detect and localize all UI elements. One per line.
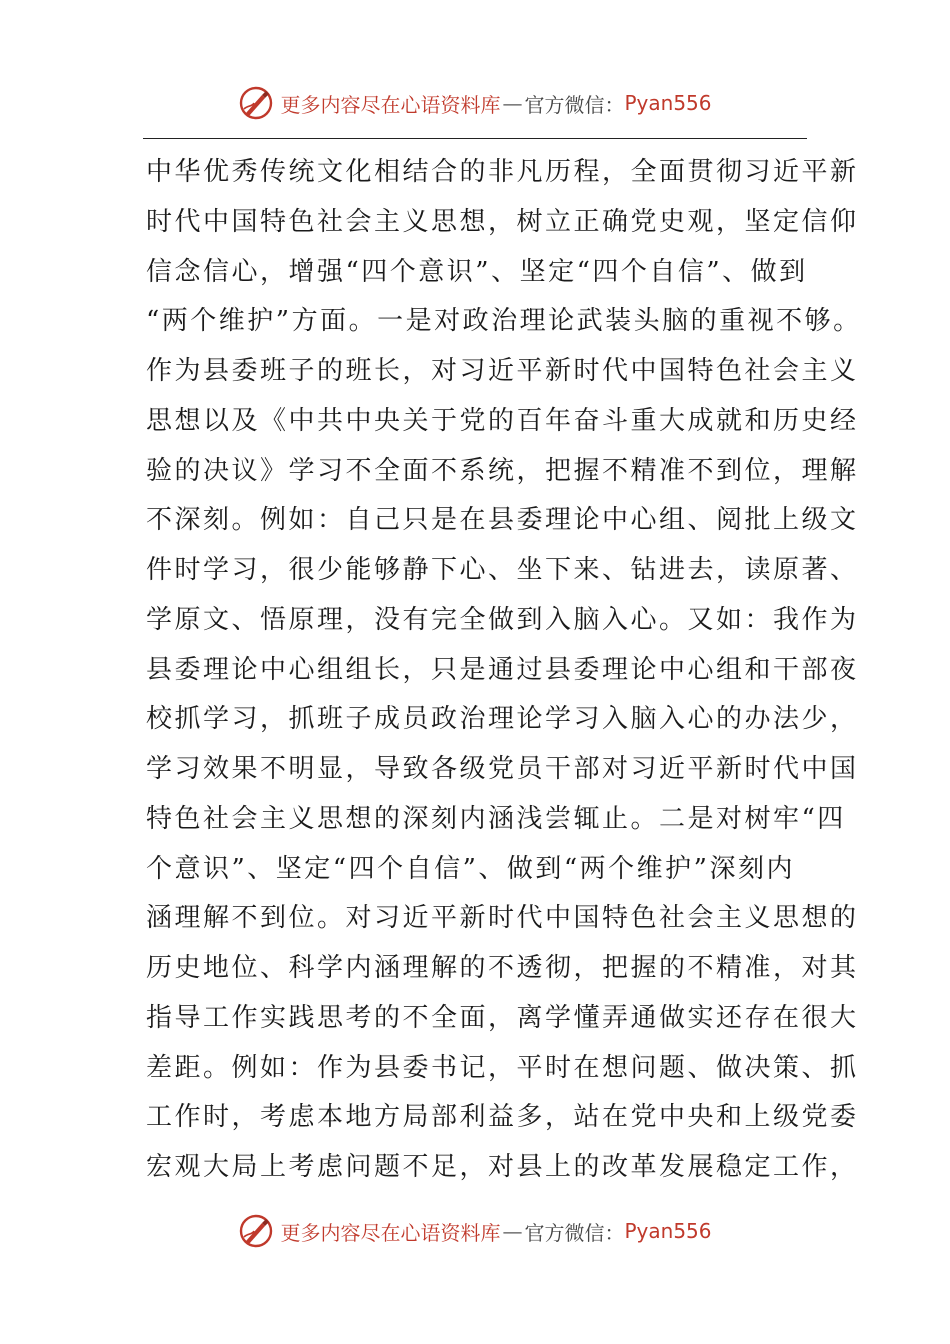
body-line: 不深刻。例如：自己只是在县委理论中心组、阅批上级文 (146, 505, 859, 536)
body-line: 县委理论中心组组长，只是通过县委理论中心组和干部夜 (146, 654, 859, 685)
body-line: 个意识”、坚定“四个自信”、做到“两个维护”深刻内 (146, 853, 795, 884)
body-line: 时代中国特色社会主义思想，树立正确党史观，坚定信仰 (146, 206, 859, 237)
header-banner (0, 81, 950, 125)
footer-banner (0, 1209, 950, 1253)
footer-separator: — (502, 1219, 523, 1243)
pen-circle-logo-icon (238, 1213, 274, 1249)
body-line: 信念信心，增强“四个意识”、坚定“四个自信”、做到 (146, 256, 808, 287)
body-line: 校抓学习，抓班子成员政治理论学习入脑入心的办法少， (146, 704, 859, 735)
footer-official-label: 官方微信： (524, 1220, 625, 1245)
body-line: 差距。例如：作为县委书记，平时在想问题、做决策、抓 (146, 1052, 859, 1083)
body-line: 历史地位、科学内涵理解的不透彻，把握的不精准，对其 (146, 953, 859, 983)
document-body (146, 148, 862, 1193)
footer-site-name: 更多内容尽在心语资料库 (280, 1220, 501, 1245)
header-wechat-id: Pyan556 (624, 91, 712, 115)
header-site-name: 更多内容尽在心语资料库 (280, 92, 501, 117)
body-line: “两个维护”方面。一是对政治理论武装头脑的重视不够。 (146, 306, 862, 337)
body-line: 工作时，考虑本地方局部利益多，站在党中央和上级党委 (146, 1102, 859, 1133)
footer-wechat-id: Pyan556 (624, 1219, 712, 1243)
body-line: 学习效果不明显，导致各级党员干部对习近平新时代中国 (146, 754, 859, 784)
body-line: 作为县委班子的班长，对习近平新时代中国特色社会主义 (146, 356, 859, 386)
body-line: 宏观大局上考虑问题不足，对县上的改革发展稳定工作， (146, 1152, 859, 1182)
body-line: 中华优秀传统文化相结合的非凡历程，全面贯彻习近平新 (146, 157, 859, 187)
body-line: 件时学习，很少能够静下心、坐下来、钻进去，读原著、 (146, 555, 859, 585)
body-line: 涵理解不到位。对习近平新时代中国特色社会主义思想的 (146, 903, 859, 934)
pen-circle-logo-icon (238, 85, 274, 121)
body-line: 特色社会主义思想的深刻内涵浅尝辄止。二是对树牢“四 (146, 803, 846, 834)
body-line: 学原文、悟原理，没有完全做到入脑入心。又如：我作为 (146, 604, 859, 635)
body-line: 指导工作实践思考的不全面，离学懂弄通做实还存在很大 (146, 1002, 859, 1033)
body-line: 思想以及《中共中央关于党的百年奋斗重大成就和历史经 (146, 405, 859, 436)
header-separator: — (502, 91, 523, 115)
header-official-label: 官方微信： (524, 92, 625, 117)
body-line: 验的决议》学习不全面不系统，把握不精准不到位，理解 (146, 455, 859, 486)
header-divider (143, 138, 807, 139)
